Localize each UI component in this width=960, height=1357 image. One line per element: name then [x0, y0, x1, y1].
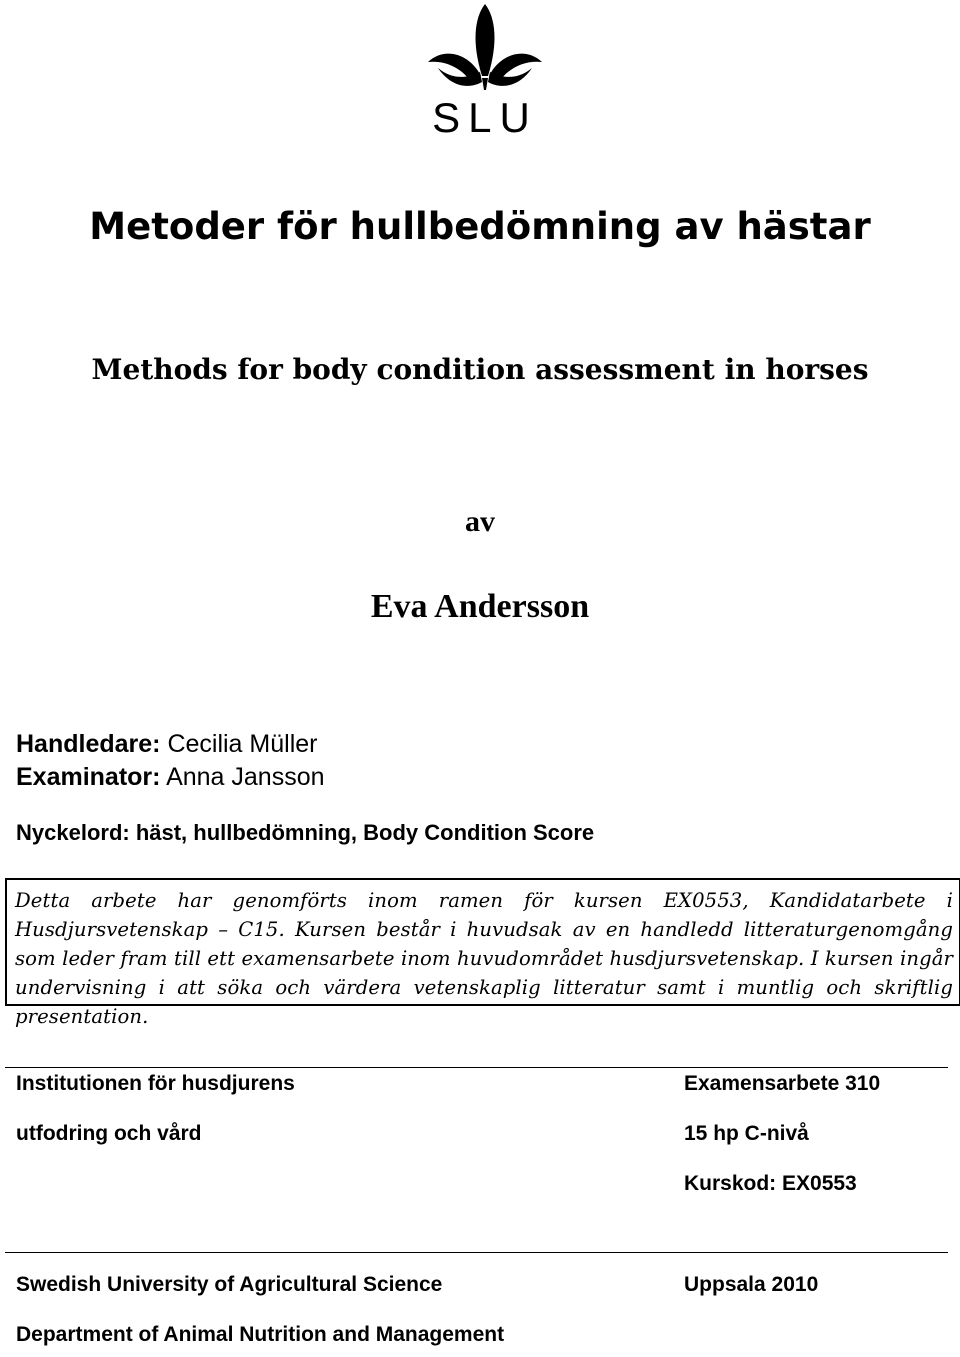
place-year: Uppsala 2010: [684, 1273, 819, 1296]
examiner-label: Examinator:: [16, 763, 161, 791]
keywords: Nyckelord: häst, hullbedömning, Body Condition Score: [16, 820, 595, 845]
slu-leaf-logo-icon: [410, 2, 560, 94]
description-text: Detta arbete har genomförts inom ramen för kursen EX0553, Kandidatarbete i Husdjursvetenskap – C15. Kursen består i huvudsak av en handledd litteraturgenomgång som leder fram till ett examensarbete inom huvudområdet husdjursvetenskap. I kursen ingår undervisning i att söka och värdera vetenskaplig litteratur samt i muntlig och skriftlig presentation.: [15, 889, 953, 1028]
examiner-value: Anna Jansson: [166, 763, 325, 791]
university-name: Swedish University of Agricultural Science: [16, 1273, 443, 1296]
supervisor-label: Handledare:: [16, 730, 161, 758]
by-label: av: [465, 505, 495, 538]
thesis-credits: 15 hp C-nivå: [684, 1122, 809, 1145]
institution-line2: utfodring och vård: [16, 1122, 202, 1145]
logo-text: SLU: [432, 94, 538, 141]
thesis-subtitle: Methods for body condition assessment in horses: [91, 353, 869, 386]
supervisor-line: [16, 730, 317, 759]
thesis-number: Examensarbete 310: [684, 1072, 881, 1095]
description-box: [5, 878, 960, 1028]
author-name: Eva Andersson: [370, 588, 590, 625]
thesis-title: Metoder för hullbedömning av hästar: [89, 205, 871, 248]
institution-line1: Institutionen för husdjurens: [16, 1072, 295, 1095]
slu-logo: [410, 2, 560, 142]
department-name: Department of Animal Nutrition and Management: [16, 1323, 505, 1346]
examiner-line: [16, 763, 325, 792]
supervisor-value: Cecilia Müller: [167, 730, 318, 758]
divider-bottom: [5, 1252, 948, 1253]
divider-top: [5, 1067, 948, 1068]
course-code: Kurskod: EX0553: [684, 1172, 857, 1195]
